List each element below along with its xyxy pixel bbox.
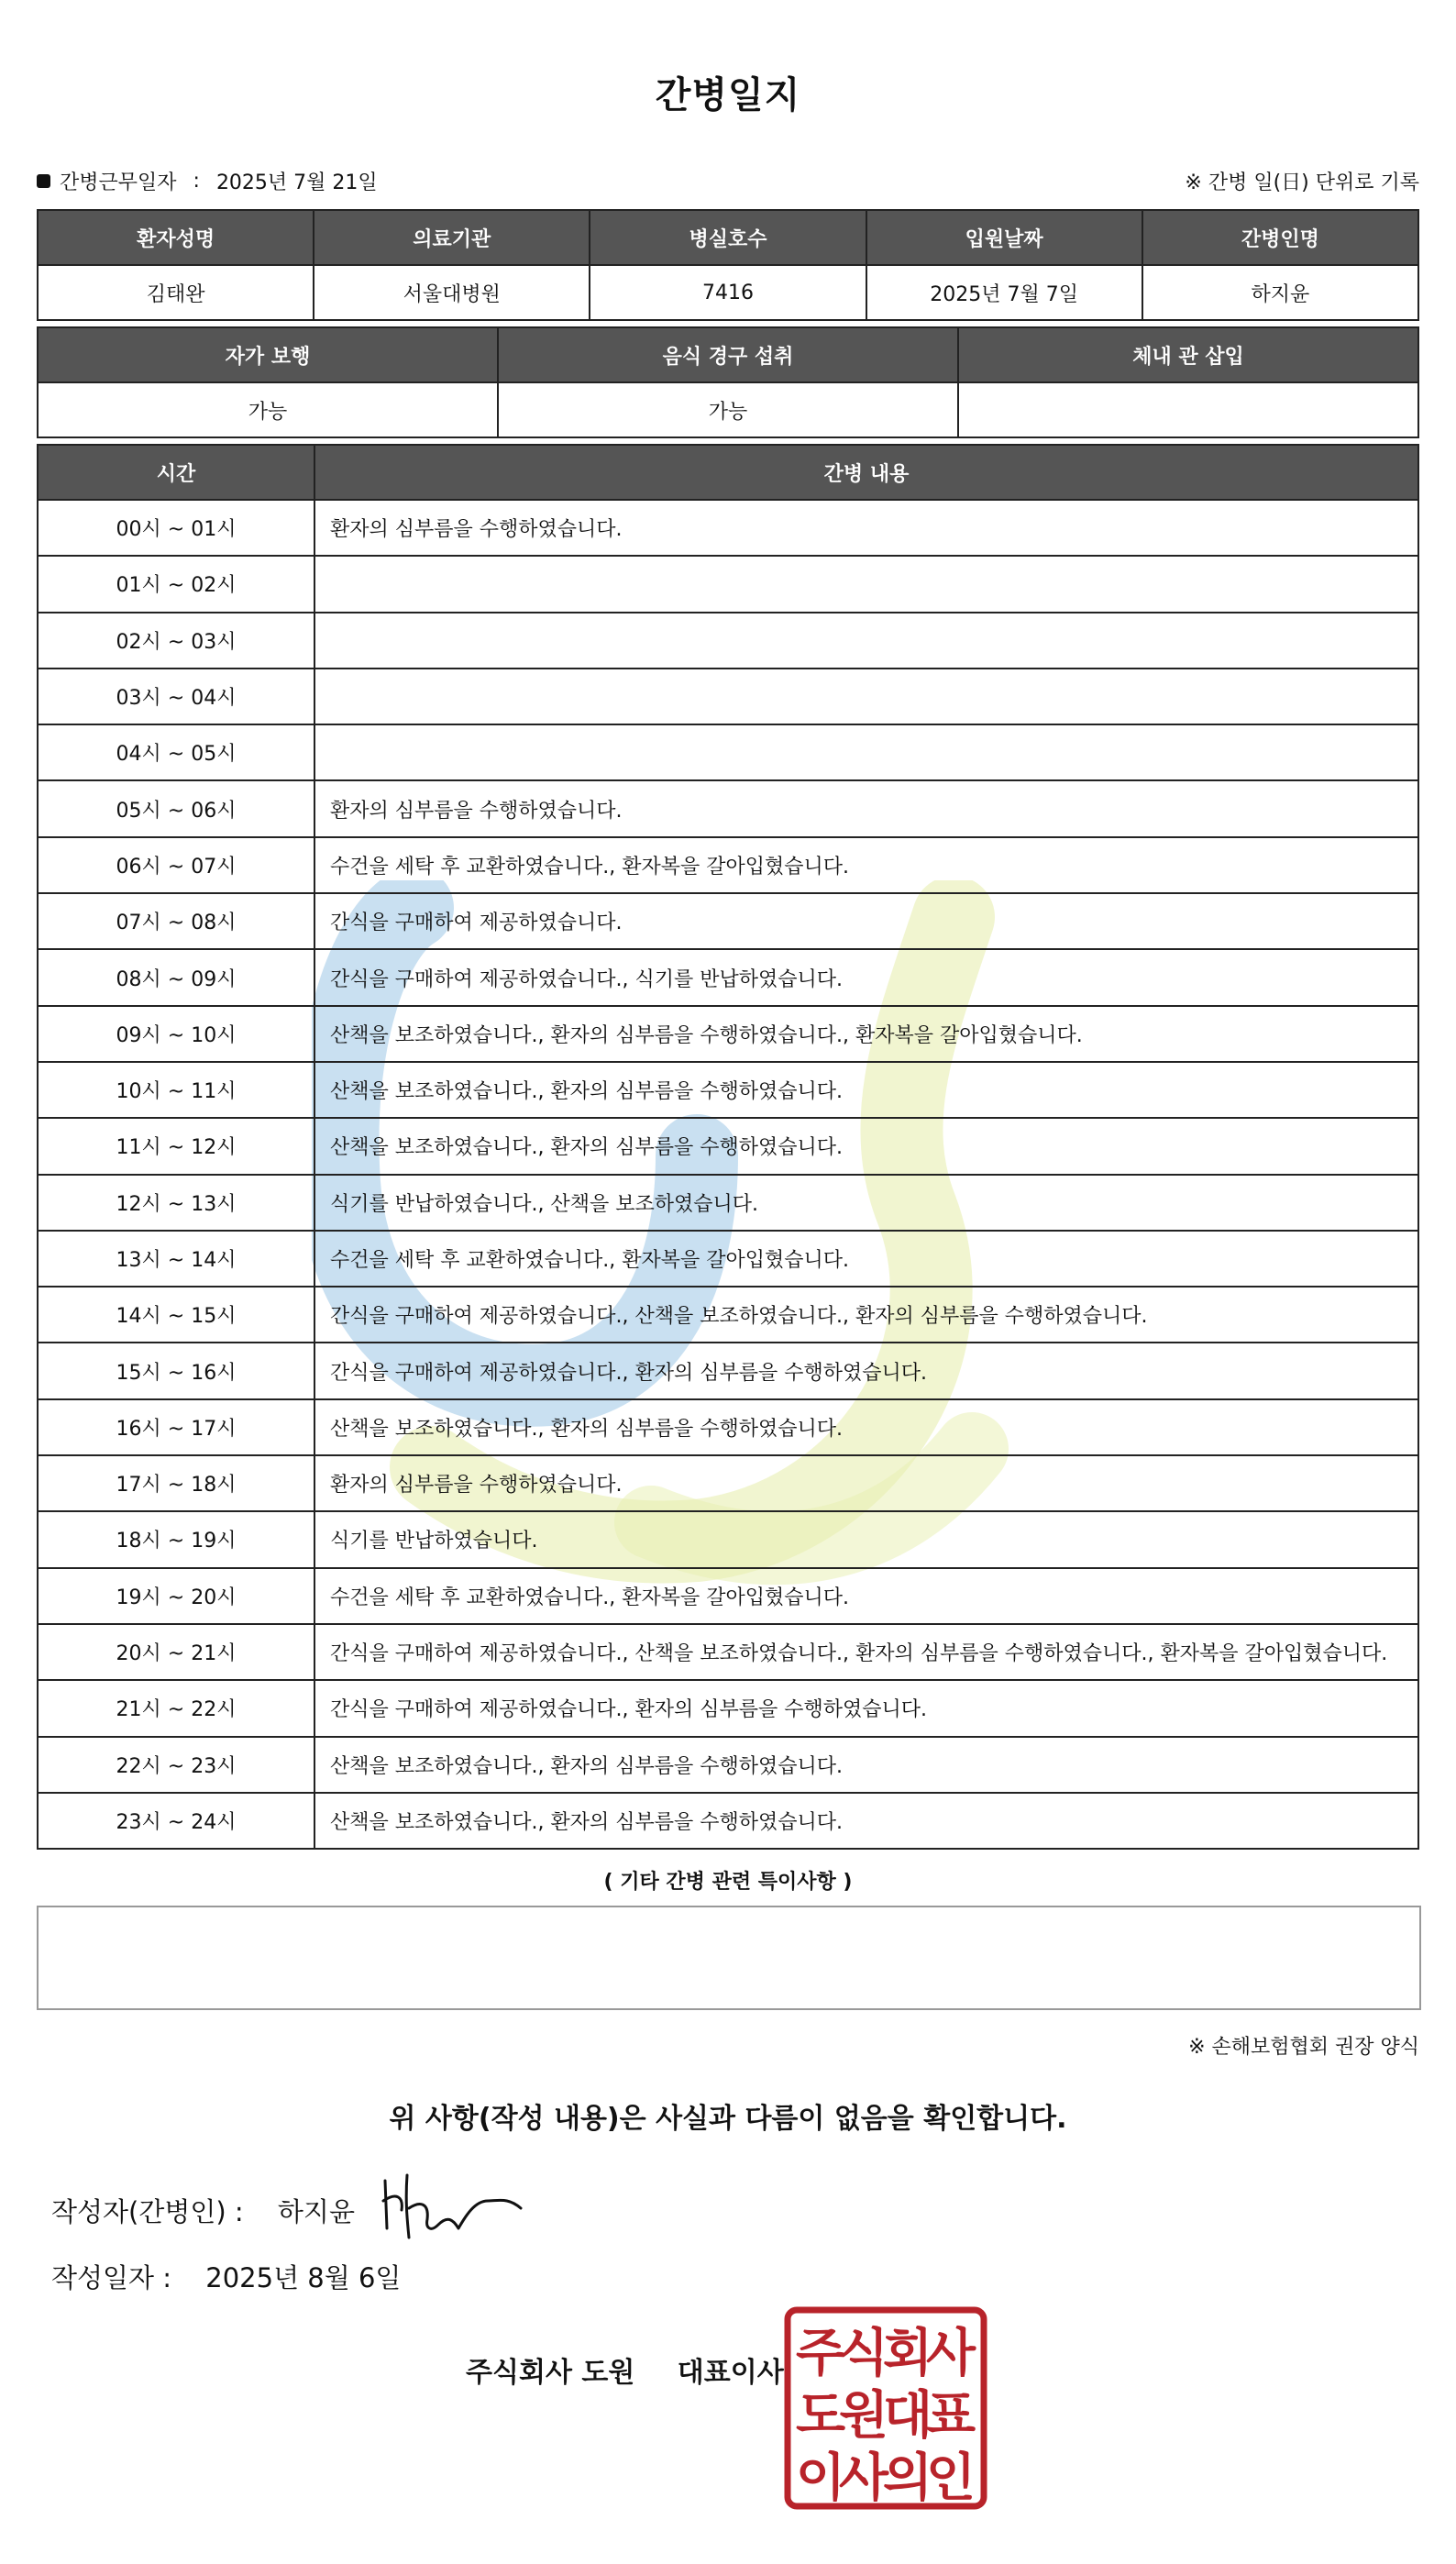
time-slot: 10시 ~ 11시	[38, 1062, 314, 1118]
colon: :	[193, 170, 200, 193]
page-title: 간병일지	[655, 74, 801, 116]
care-content: 간식을 구매하여 제공하였습니다.	[314, 893, 1418, 949]
care-log-row	[38, 1231, 1418, 1287]
care-content: 수건을 세탁 후 교환하였습니다., 환자복을 갈아입혔습니다.	[314, 1231, 1418, 1287]
time-slot: 18시 ~ 19시	[38, 1511, 314, 1567]
care-log-row	[38, 1118, 1418, 1174]
header-tube-insertion: 체내 관 삽입	[958, 327, 1418, 382]
record-note: ※ 간병 일(日) 단위로 기록	[1185, 171, 1419, 194]
header-room: 병실호수	[590, 210, 866, 265]
care-log-row	[38, 780, 1418, 836]
care-log-row	[38, 1455, 1418, 1511]
room-number: 7416	[590, 265, 866, 320]
patient-info-table	[37, 209, 1419, 321]
time-slot: 11시 ~ 12시	[38, 1118, 314, 1174]
care-log-row	[38, 556, 1418, 612]
care-log-row	[38, 613, 1418, 669]
oral-intake-value: 가능	[498, 382, 958, 437]
header-care-content: 간병 내용	[314, 445, 1418, 500]
svg-text:인: 인	[925, 2448, 976, 2508]
care-content: 간식을 구매하여 제공하였습니다., 식기를 반납하였습니다.	[314, 949, 1418, 1005]
svg-text:표: 표	[925, 2386, 976, 2446]
svg-text:대: 대	[882, 2386, 933, 2446]
svg-text:주: 주	[795, 2324, 846, 2383]
care-content: 수건을 세탁 후 교환하였습니다., 환자복을 갈아입혔습니다.	[314, 1568, 1418, 1624]
self-walking-value: 가능	[38, 382, 498, 437]
header-hospital: 의료기관	[314, 210, 590, 265]
care-content: 식기를 반납하였습니다., 산책을 보조하였습니다.	[314, 1175, 1418, 1231]
time-slot: 14시 ~ 15시	[38, 1287, 314, 1343]
time-slot: 23시 ~ 24시	[38, 1793, 314, 1849]
company-line	[466, 2349, 784, 2390]
header-admission-date: 입원날짜	[866, 210, 1142, 265]
caregiver-name: 하지윤	[1142, 265, 1418, 320]
care-content	[314, 724, 1418, 780]
svg-text:의: 의	[882, 2448, 933, 2508]
time-slot: 20시 ~ 21시	[38, 1624, 314, 1680]
svg-text:사: 사	[838, 2448, 889, 2508]
care-content	[314, 613, 1418, 669]
care-log-row	[38, 724, 1418, 780]
status-value-row	[38, 382, 1418, 437]
care-content	[314, 669, 1418, 724]
tube-insertion-value	[958, 382, 1418, 437]
time-slot: 15시 ~ 16시	[38, 1343, 314, 1398]
writer-name: 하지윤	[277, 2196, 355, 2227]
time-slot: 09시 ~ 10시	[38, 1006, 314, 1062]
care-content: 수건을 세탁 후 교환하였습니다., 환자복을 갈아입혔습니다.	[314, 837, 1418, 893]
care-content: 간식을 구매하여 제공하였습니다., 산책을 보조하였습니다., 환자의 심부름을 수행하였습니다., 환자복을 갈아입혔습니다.	[314, 1624, 1418, 1680]
care-content: 식기를 반납하였습니다.	[314, 1511, 1418, 1567]
header-self-walking: 자가 보행	[38, 327, 498, 382]
care-log-row	[38, 669, 1418, 724]
care-log-row	[38, 949, 1418, 1005]
header-time: 시간	[38, 445, 314, 500]
care-log-row	[38, 1006, 1418, 1062]
care-log-row	[38, 1624, 1418, 1680]
header-patient-name: 환자성명	[38, 210, 314, 265]
care-log-row	[38, 1511, 1418, 1567]
care-log-row	[38, 1343, 1418, 1398]
care-content: 환자의 심부름을 수행하였습니다.	[314, 780, 1418, 836]
care-log-row	[38, 837, 1418, 893]
status-header-row	[38, 327, 1418, 382]
care-log-row	[38, 1793, 1418, 1849]
patient-status-table	[37, 326, 1419, 438]
time-slot: 04시 ~ 05시	[38, 724, 314, 780]
time-slot: 01시 ~ 02시	[38, 556, 314, 612]
care-content: 환자의 심부름을 수행하였습니다.	[314, 500, 1418, 556]
notes-box	[37, 1906, 1421, 2010]
care-log-row	[38, 1737, 1418, 1793]
time-slot: 16시 ~ 17시	[38, 1399, 314, 1455]
time-slot: 02시 ~ 03시	[38, 613, 314, 669]
admission-date: 2025년 7월 7일	[866, 265, 1142, 320]
time-slot: 00시 ~ 01시	[38, 500, 314, 556]
care-content: 환자의 심부름을 수행하였습니다.	[314, 1455, 1418, 1511]
square-bullet-icon	[37, 174, 50, 188]
care-log-row	[38, 1680, 1418, 1736]
time-slot: 22시 ~ 23시	[38, 1737, 314, 1793]
svg-text:식: 식	[838, 2324, 889, 2383]
care-log-row	[38, 1062, 1418, 1118]
time-slot: 17시 ~ 18시	[38, 1455, 314, 1511]
time-slot: 03시 ~ 04시	[38, 669, 314, 724]
svg-text:회: 회	[882, 2324, 933, 2383]
time-slot: 12시 ~ 13시	[38, 1175, 314, 1231]
time-slot: 07시 ~ 08시	[38, 893, 314, 949]
work-date-value: 2025년 7월 21일	[215, 171, 378, 194]
ceo-label: 대표이사	[677, 2357, 784, 2389]
care-log-row	[38, 1175, 1418, 1231]
written-date-label: 작성일자 :	[51, 2262, 172, 2293]
care-content	[314, 556, 1418, 612]
header-caregiver: 간병인명	[1142, 210, 1418, 265]
time-slot: 08시 ~ 09시	[38, 949, 314, 1005]
patient-name: 김태완	[38, 265, 314, 320]
care-log-row	[38, 1399, 1418, 1455]
writer-line	[51, 2192, 355, 2229]
care-content: 산책을 보조하였습니다., 환자의 심부름을 수행하였습니다., 환자복을 갈아입혔습니다.	[314, 1006, 1418, 1062]
care-log-table	[37, 444, 1419, 1850]
company-seal	[784, 2306, 987, 2510]
header-oral-intake: 음식 경구 섭취	[498, 327, 958, 382]
care-content: 산책을 보조하였습니다., 환자의 심부름을 수행하였습니다.	[314, 1793, 1418, 1849]
signature-image	[374, 2164, 539, 2247]
care-log-row	[38, 1568, 1418, 1624]
care-log-row	[38, 1287, 1418, 1343]
written-date-value: 2025년 8월 6일	[205, 2262, 402, 2293]
svg-text:이: 이	[795, 2448, 846, 2508]
care-content: 산책을 보조하였습니다., 환자의 심부름을 수행하였습니다.	[314, 1737, 1418, 1793]
svg-text:사: 사	[925, 2324, 976, 2383]
care-content: 산책을 보조하였습니다., 환자의 심부름을 수행하였습니다.	[314, 1062, 1418, 1118]
care-content: 간식을 구매하여 제공하였습니다., 환자의 심부름을 수행하였습니다.	[314, 1343, 1418, 1398]
writer-label: 작성자(간병인) :	[51, 2196, 244, 2227]
patient-value-row	[38, 265, 1418, 320]
company-name: 주식회사 도원	[466, 2357, 635, 2389]
notes-title: ( 기타 간병 관련 특이사항 )	[603, 1871, 853, 1894]
patient-header-row	[38, 210, 1418, 265]
svg-text:도: 도	[795, 2386, 846, 2446]
time-slot: 19시 ~ 20시	[38, 1568, 314, 1624]
confirmation-statement: 위 사항(작성 내용)은 사실과 다름이 없음을 확인합니다.	[389, 2103, 1067, 2135]
care-content: 산책을 보조하였습니다., 환자의 심부름을 수행하였습니다.	[314, 1118, 1418, 1174]
care-log-header-row	[38, 445, 1418, 500]
care-content: 간식을 구매하여 제공하였습니다., 산책을 보조하였습니다., 환자의 심부름을 수행하였습니다.	[314, 1287, 1418, 1343]
time-slot: 13시 ~ 14시	[38, 1231, 314, 1287]
care-log-row	[38, 500, 1418, 556]
time-slot: 06시 ~ 07시	[38, 837, 314, 893]
time-slot: 21시 ~ 22시	[38, 1680, 314, 1736]
recommended-form-note: ※ 손해보험협회 권장 양식	[1188, 2036, 1419, 2059]
svg-text:원: 원	[838, 2386, 889, 2446]
work-date-line	[37, 167, 378, 195]
time-slot: 05시 ~ 06시	[38, 780, 314, 836]
care-content: 간식을 구매하여 제공하였습니다., 환자의 심부름을 수행하였습니다.	[314, 1680, 1418, 1736]
work-date-label: 간병근무일자	[60, 171, 177, 194]
care-content: 산책을 보조하였습니다., 환자의 심부름을 수행하였습니다.	[314, 1399, 1418, 1455]
written-date-line	[51, 2258, 401, 2295]
care-log-row	[38, 893, 1418, 949]
hospital-name: 서울대병원	[314, 265, 590, 320]
